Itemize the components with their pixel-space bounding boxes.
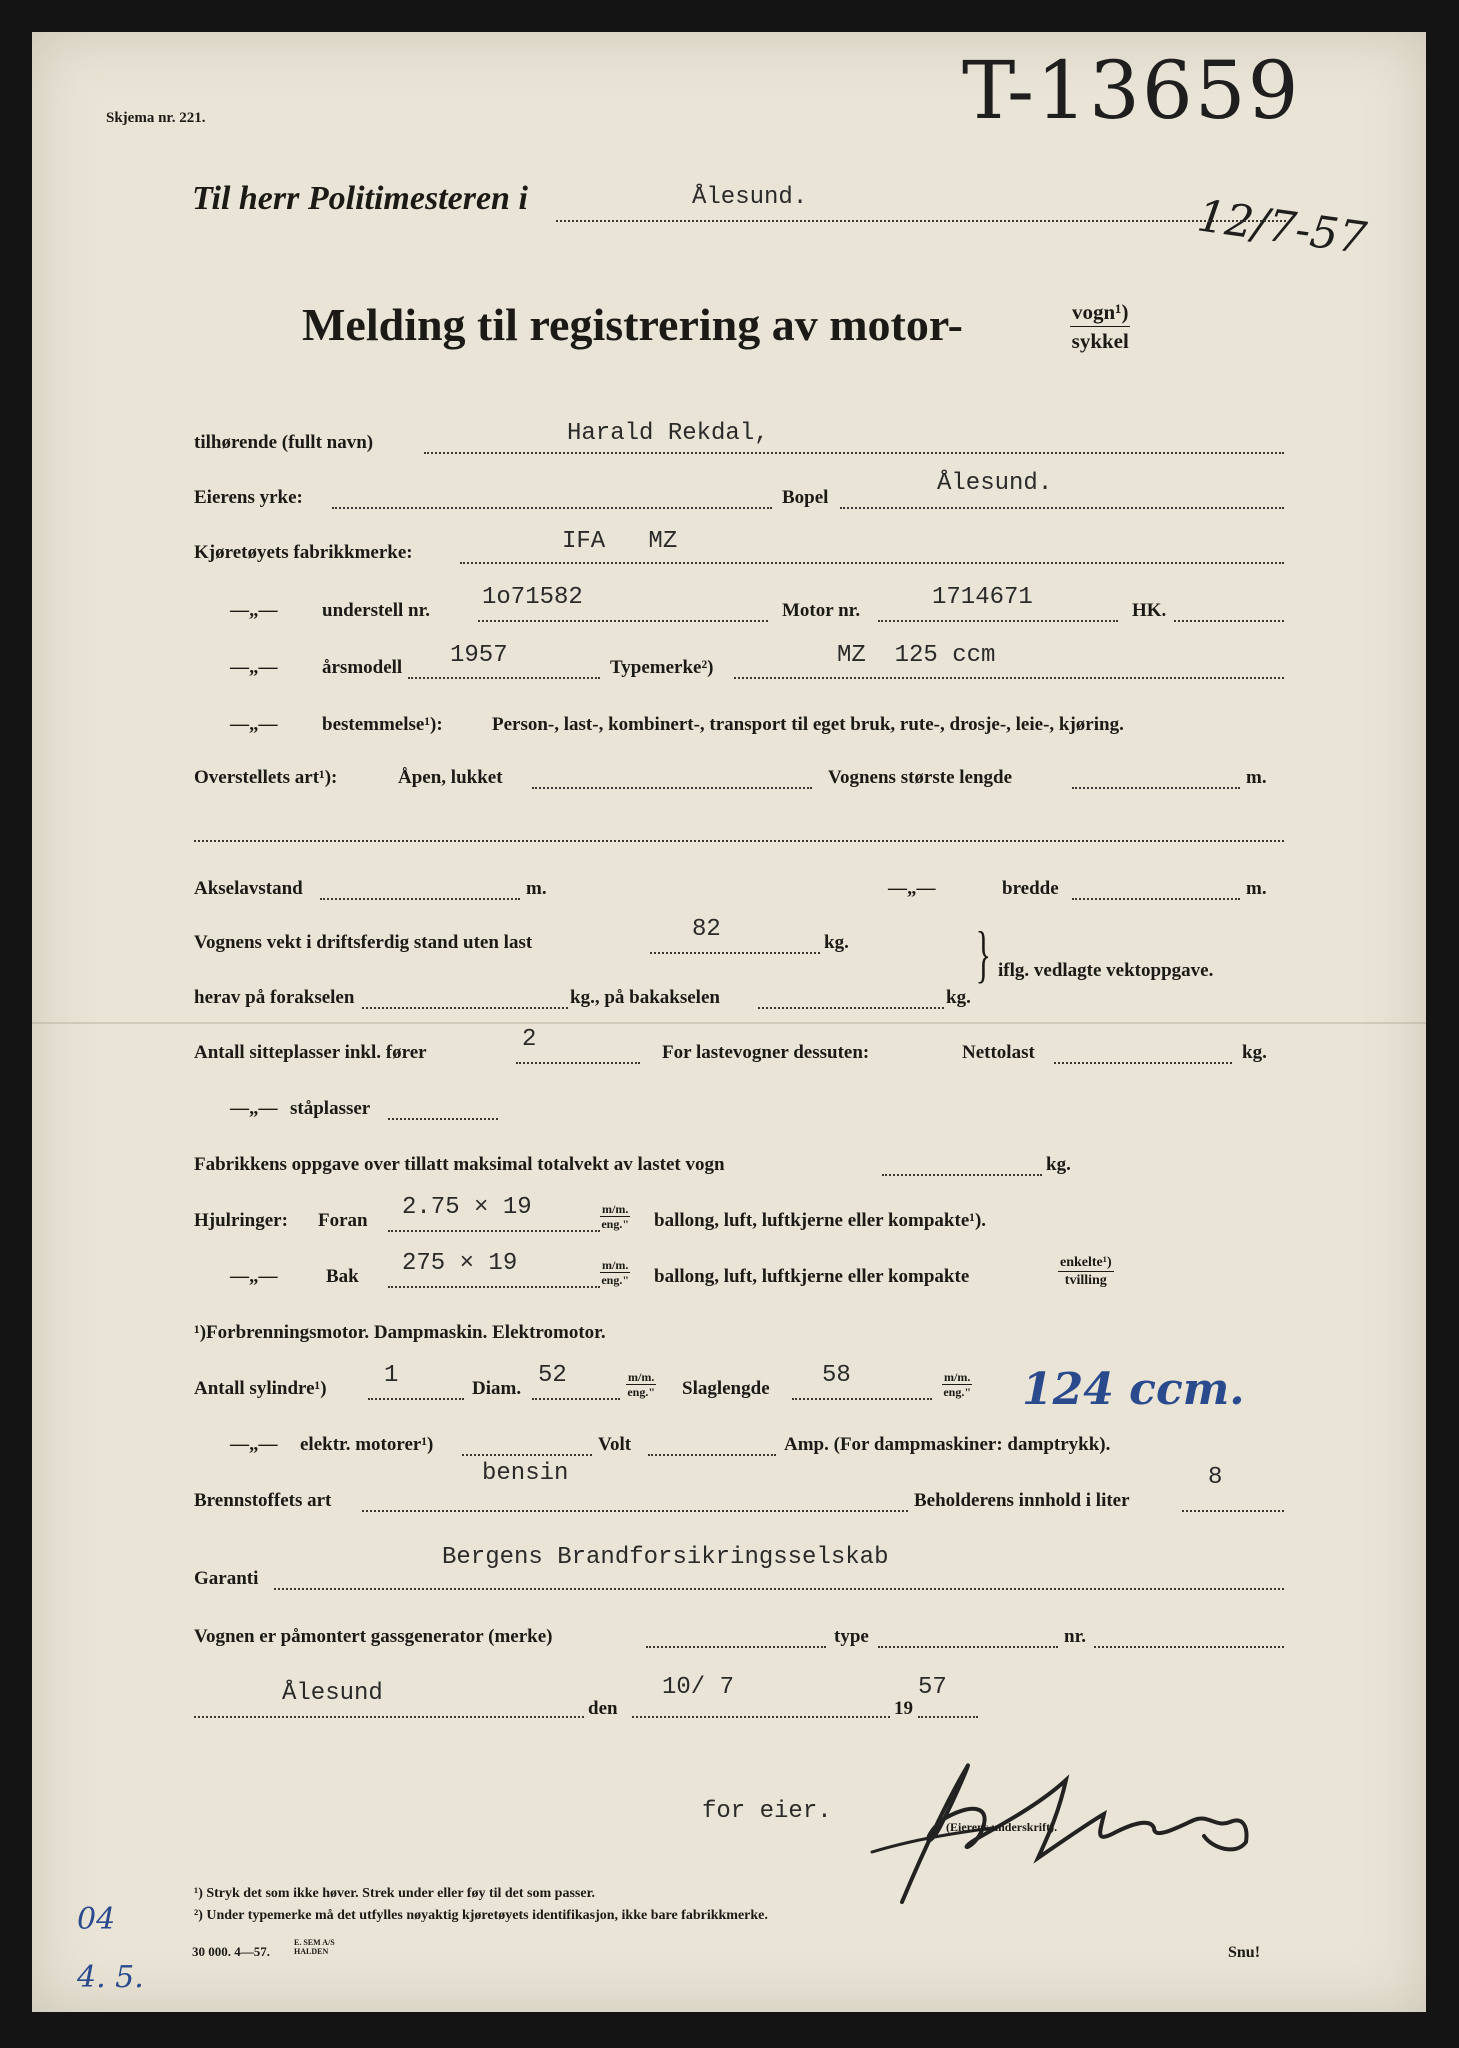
- tank-value: 8: [1208, 1464, 1223, 1491]
- width-line: [1072, 898, 1240, 900]
- diam-line: [532, 1398, 620, 1400]
- stroke-unit-bottom: eng.": [943, 1385, 971, 1399]
- den-label: den: [588, 1698, 618, 1719]
- engine-number-value: 1714671: [932, 584, 1033, 611]
- purpose-label: bestemmelse¹):: [322, 714, 443, 735]
- max-weight-unit: kg.: [1046, 1154, 1071, 1175]
- make-line: [460, 562, 1284, 564]
- footnote-1: ¹) Stryk det som ikke høver. Strek under eller føy til det som passer.: [194, 1886, 595, 1901]
- ditto-electric: —„—: [230, 1434, 278, 1455]
- cargo-label: For lastevogner dessuten:: [662, 1042, 870, 1063]
- addressee-value: Ålesund.: [692, 184, 808, 211]
- diam-unit-bottom: eng.": [627, 1385, 655, 1399]
- front-wheel-label: Foran: [318, 1210, 368, 1231]
- turn-over-label: Snu!: [1228, 1944, 1261, 1961]
- volt-line: [648, 1454, 776, 1456]
- owner-name-value: Harald Rekdal,: [567, 420, 769, 447]
- max-weight-line: [882, 1174, 1042, 1176]
- front-wheel-options: ballong, luft, luftkjerne eller kompakte¹).: [654, 1210, 987, 1231]
- cc-note: 124 ccm.: [1022, 1364, 1245, 1415]
- footnote-2: ²) Under typemerke må det utfylles nøyaktig kjøretøyets identifikasjon, ikke bare fabrikkmerke.: [194, 1908, 768, 1923]
- margin-note-2: 4. 5.: [77, 1960, 144, 1995]
- place-value: Ålesund: [282, 1680, 383, 1707]
- front-axle-line: [362, 1007, 568, 1009]
- year-line: [918, 1716, 978, 1718]
- seats-value: 2: [522, 1026, 537, 1053]
- print-info: 30 000. 4—57.: [192, 1944, 270, 1959]
- stroke-unit: [942, 1370, 972, 1399]
- rear-wheel-choice: [1058, 1254, 1114, 1289]
- date-line: [632, 1716, 890, 1718]
- date-value: 10/ 7: [662, 1674, 735, 1701]
- paper-fold: [32, 1022, 1426, 1024]
- title-option-bottom: sykkel: [1071, 329, 1129, 353]
- owner-name-line: [424, 452, 1284, 454]
- ditto-model-year: —„—: [230, 657, 278, 678]
- addressee-line: [556, 220, 1286, 222]
- for-owner: for eier.: [702, 1798, 832, 1825]
- wheels-label: Hjulringer:: [194, 1210, 288, 1231]
- front-unit-bottom: eng.": [601, 1217, 629, 1231]
- model-year-value: 1957: [450, 642, 508, 669]
- rear-wheel-label: Bak: [326, 1266, 359, 1287]
- electric-line: [462, 1454, 592, 1456]
- ditto-width: —„—: [888, 878, 936, 899]
- occupation-line: [332, 507, 772, 509]
- chassis-line: [478, 620, 768, 622]
- rear-unit-bottom: eng.": [601, 1273, 629, 1287]
- gas-nr-line: [1094, 1646, 1284, 1648]
- axle-unit: m.: [526, 878, 547, 899]
- insurance-value: Bergens Brandforsikringsselskab: [442, 1544, 889, 1571]
- hp-line: [1174, 620, 1284, 622]
- place-line: [194, 1716, 584, 1718]
- make-value: IFA MZ: [562, 528, 678, 555]
- chassis-label: understell nr.: [322, 600, 431, 621]
- standing-label: ståplasser: [290, 1098, 371, 1119]
- gas-type-label: type: [834, 1626, 869, 1647]
- gas-type-line: [878, 1646, 1058, 1648]
- rear-choice-bottom: tvilling: [1064, 1273, 1107, 1288]
- front-wheel-value: 2.75 × 19: [402, 1194, 532, 1221]
- net-load-line: [1054, 1062, 1232, 1064]
- cylinders-line: [368, 1398, 464, 1400]
- form-sheet: [32, 32, 1426, 2012]
- fuel-value: bensin: [482, 1460, 569, 1487]
- net-load-label: Nettolast: [962, 1042, 1035, 1063]
- hp-label: HK.: [1132, 600, 1167, 621]
- type-value: MZ 125 ccm: [837, 642, 996, 669]
- seats-line: [516, 1062, 640, 1064]
- body-label: Overstellets art¹):: [194, 767, 338, 788]
- rear-wheel-line: [388, 1286, 600, 1288]
- weight-line: [650, 952, 820, 954]
- length-unit: m.: [1246, 767, 1267, 788]
- weight-unit: kg.: [824, 932, 849, 953]
- ditto-rear-wheel: —„—: [230, 1266, 278, 1287]
- type-label: Typemerke²): [610, 657, 714, 678]
- weight-label: Vognens vekt i driftsferdig stand uten last: [194, 932, 533, 953]
- fuel-line: [362, 1510, 908, 1512]
- length-line: [1072, 787, 1240, 789]
- rear-axle-line: [758, 1007, 944, 1009]
- occupation-label: Eierens yrke:: [194, 487, 303, 508]
- volt-label: Volt: [598, 1434, 632, 1455]
- net-load-unit: kg.: [1242, 1042, 1267, 1063]
- width-label: bredde: [1002, 878, 1059, 899]
- front-axle-label: herav på forakselen: [194, 987, 355, 1008]
- type-line: [734, 677, 1284, 679]
- width-unit: m.: [1246, 878, 1267, 899]
- make-label: Kjøretøyets fabrikkmerke:: [194, 542, 413, 563]
- standing-line: [388, 1118, 498, 1120]
- title-option-top: vogn¹): [1070, 298, 1130, 327]
- form-number: Skjema nr. 221.: [106, 110, 206, 126]
- engine-number-label: Motor nr.: [782, 600, 861, 621]
- stroke-unit-top: m/m.: [944, 1370, 971, 1384]
- owner-signature: [832, 1732, 1312, 1912]
- length-label: Vognens største lengde: [828, 767, 1013, 788]
- archive-number: T-13659: [962, 44, 1301, 137]
- diam-value: 52: [538, 1362, 567, 1389]
- title-option: [1070, 298, 1130, 355]
- electric-label: elektr. motorer¹): [300, 1434, 434, 1455]
- axle-line: [320, 898, 520, 900]
- rear-wheel-value: 275 × 19: [402, 1250, 518, 1277]
- stroke-line: [792, 1398, 932, 1400]
- owner-name-label: tilhørende (fullt navn): [194, 432, 374, 453]
- model-year-line: [408, 677, 600, 679]
- residence-label: Bopel: [782, 487, 829, 508]
- stroke-label: Slaglengde: [682, 1378, 770, 1399]
- max-weight-label: Fabrikkens oppgave over tillatt maksimal totalvekt av lastet vogn: [194, 1154, 725, 1175]
- diam-unit: [626, 1370, 656, 1399]
- front-unit-top: m/m.: [602, 1202, 629, 1216]
- insurance-line: [274, 1588, 1284, 1590]
- insurance-label: Garanti: [194, 1568, 259, 1589]
- rear-axle-label: kg., på bakakselen: [570, 987, 720, 1008]
- gas-nr-label: nr.: [1064, 1626, 1087, 1647]
- axle-label: Akselavstand: [194, 878, 303, 899]
- cylinders-label: Antall sylindre¹): [194, 1378, 327, 1399]
- model-year-label: årsmodell: [322, 657, 403, 678]
- weight-brace: }: [975, 918, 992, 989]
- cylinders-value: 1: [384, 1362, 399, 1389]
- tank-line: [1182, 1510, 1284, 1512]
- year-prefix: 19: [894, 1698, 913, 1719]
- rear-choice-top: enkelte¹): [1060, 1255, 1112, 1270]
- diam-label: Diam.: [472, 1378, 522, 1399]
- residence-value: Ålesund.: [937, 470, 1053, 497]
- front-wheel-unit: [600, 1202, 630, 1231]
- extra-line: [194, 840, 1284, 842]
- addressee-label: Til herr Politimesteren i: [192, 180, 528, 217]
- tank-label: Beholderens innhold i liter: [914, 1490, 1130, 1511]
- ditto-purpose: —„—: [230, 714, 278, 735]
- body-options: Åpen, lukket: [398, 767, 503, 788]
- stroke-value: 58: [822, 1362, 851, 1389]
- engine-types: ¹)Forbrenningsmotor. Dampmaskin. Elektromotor.: [194, 1322, 606, 1343]
- front-wheel-line: [388, 1230, 600, 1232]
- ditto-chassis: —„—: [230, 600, 278, 621]
- year-value: 57: [918, 1674, 947, 1701]
- weight-note: iflg. vedlagte vektoppgave.: [998, 960, 1214, 981]
- weight-value: 82: [692, 916, 721, 943]
- diam-unit-top: m/m.: [628, 1370, 655, 1384]
- fuel-label: Brennstoffets art: [194, 1490, 332, 1511]
- margin-note-1: 04: [77, 1902, 116, 1937]
- purpose-options: Person-, last-, kombinert-, transport til eget bruk, rute-, drosje-, leie-, kjøring.: [492, 714, 1124, 735]
- owner-signature-label: (Eierens underskrift).: [946, 1820, 1058, 1834]
- form-title: Melding til registrering av motor-: [302, 299, 963, 350]
- body-line: [532, 787, 812, 789]
- residence-line: [840, 507, 1284, 509]
- engine-number-line: [878, 620, 1118, 622]
- printer-name: E. SEM A/S HALDEN: [294, 1938, 335, 1956]
- amp-label: Amp. (For dampmaskiner: damptrykk).: [784, 1434, 1111, 1455]
- ditto-standing: —„—: [230, 1098, 278, 1119]
- rear-wheel-options: ballong, luft, luftkjerne eller kompakte: [654, 1266, 970, 1287]
- rear-unit-top: m/m.: [602, 1258, 629, 1272]
- rear-axle-unit: kg.: [946, 987, 971, 1008]
- seats-label: Antall sitteplasser inkl. fører: [194, 1042, 427, 1063]
- date-note: 12/7-57: [1194, 190, 1370, 265]
- gas-generator-line: [646, 1646, 826, 1648]
- gas-generator-label: Vognen er påmontert gassgenerator (merke): [194, 1626, 553, 1647]
- chassis-value: 1o71582: [482, 584, 583, 611]
- rear-wheel-unit: [600, 1258, 630, 1287]
